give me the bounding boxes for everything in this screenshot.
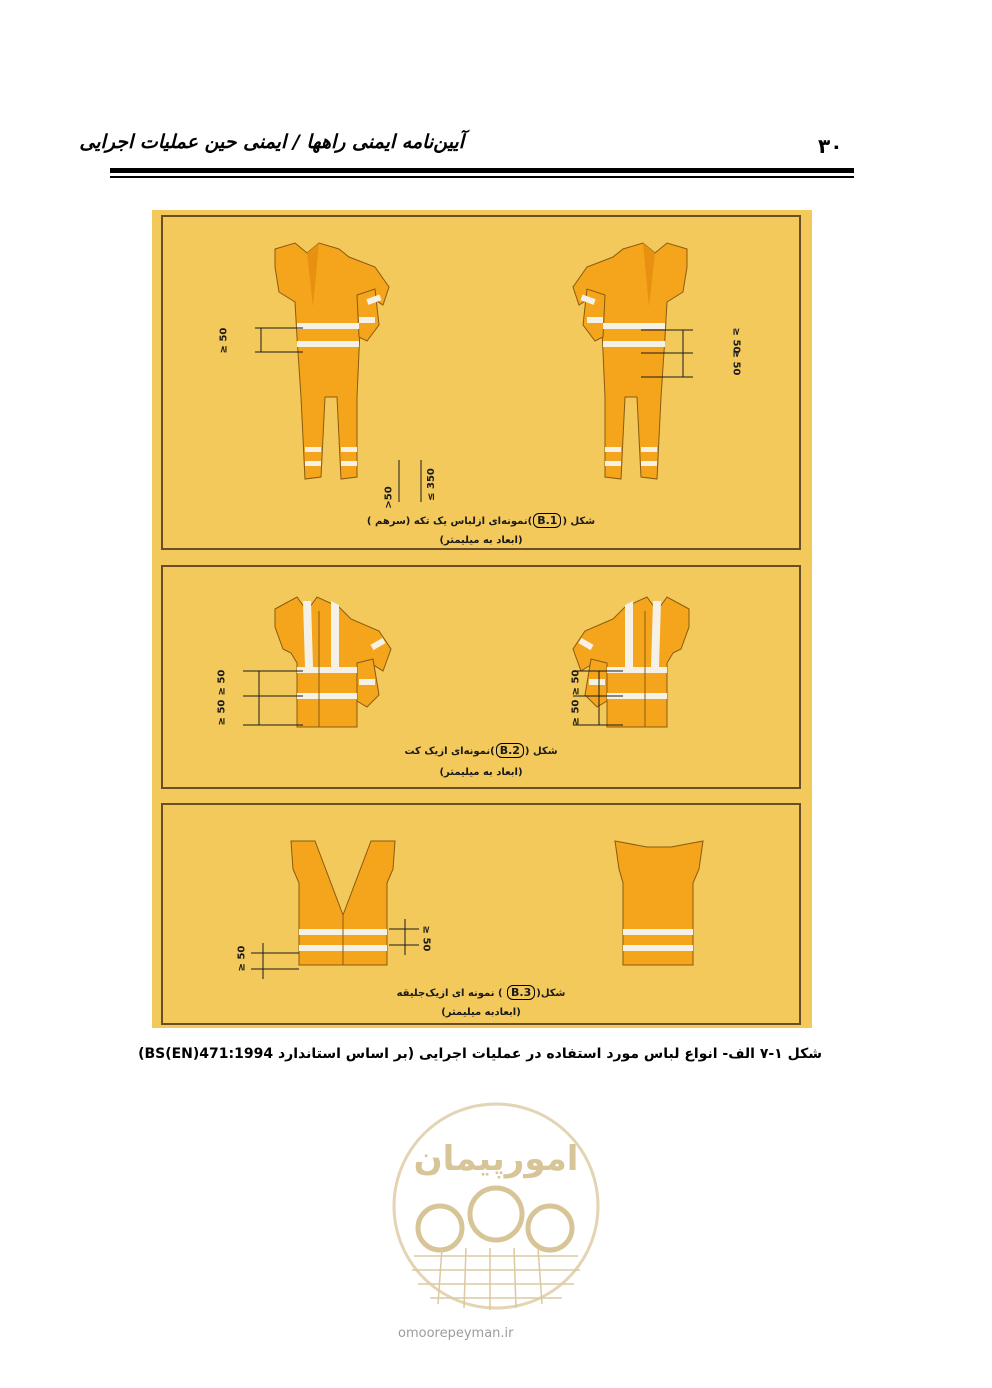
figure-code: B.2 [496,743,524,758]
figure-high-visibility-garments [152,210,812,1028]
panel-caption: شکل(B.3 ) نمونه ای ازیک‌جلیقه [396,986,566,999]
dim-label: ≥ 50 [730,349,742,376]
svg-text:امورپیمان: امورپیمان [413,1139,579,1179]
dim-label: ≥ 50 [730,327,742,354]
panel-coverall [161,215,801,550]
panel-units: (ابعادبه میلیمتر) [441,1007,521,1018]
panel-units: (ابعاد به میلیمتر) [439,767,523,778]
dim-label: ≤ 350 [425,468,437,501]
vest-back [615,841,703,965]
jacket-front [275,597,391,727]
header-rule-thick [110,168,854,173]
page-number: ۳۰ [818,134,843,158]
dim-label: >50 [383,486,395,509]
dim-label: ≥ 50 [216,669,228,696]
jacket-back [573,597,689,727]
dim-label: ≥ 50 [216,699,228,726]
watermark-url: omoorepeyman.ir [398,1326,514,1341]
running-title: آیین‌نامه ایمنی راهها / ایمنی حین عملیات اجرایی [79,131,464,153]
coverall-back [573,243,687,479]
coverall-front [275,243,389,479]
dim-label: ≥ 50 [218,327,230,354]
figure-caption: شکل ۱-۷ الف- انواع لباس مورد استفاده در عملیات اجرایی (بر اساس استاندارد BS(EN)471:1994) [138,1046,822,1062]
vest-front [291,841,395,965]
dim-label: ≥ 50 [236,945,248,972]
dim-label: ≥ 50 [570,669,582,696]
panel-units: (ابعاد به میلیمتر) [439,535,523,546]
figure-code: B.3 [507,985,535,1000]
panel-vest [161,803,801,1025]
panel-caption: شکل (B.1)نمونه‌ای ازلباس یک تکه (سرهم ) [366,514,596,527]
dim-label: ≥ 50 [420,925,432,952]
dim-label: ≥ 50 [570,699,582,726]
panel-jacket [161,565,801,789]
header-rule-thin [110,176,854,178]
watermark-logo [382,1098,610,1314]
figure-code: B.1 [533,513,561,528]
coverall-illustration [163,217,803,552]
panel-caption: شکل (B.2)نمونه‌ای ازیک کت [404,744,558,757]
